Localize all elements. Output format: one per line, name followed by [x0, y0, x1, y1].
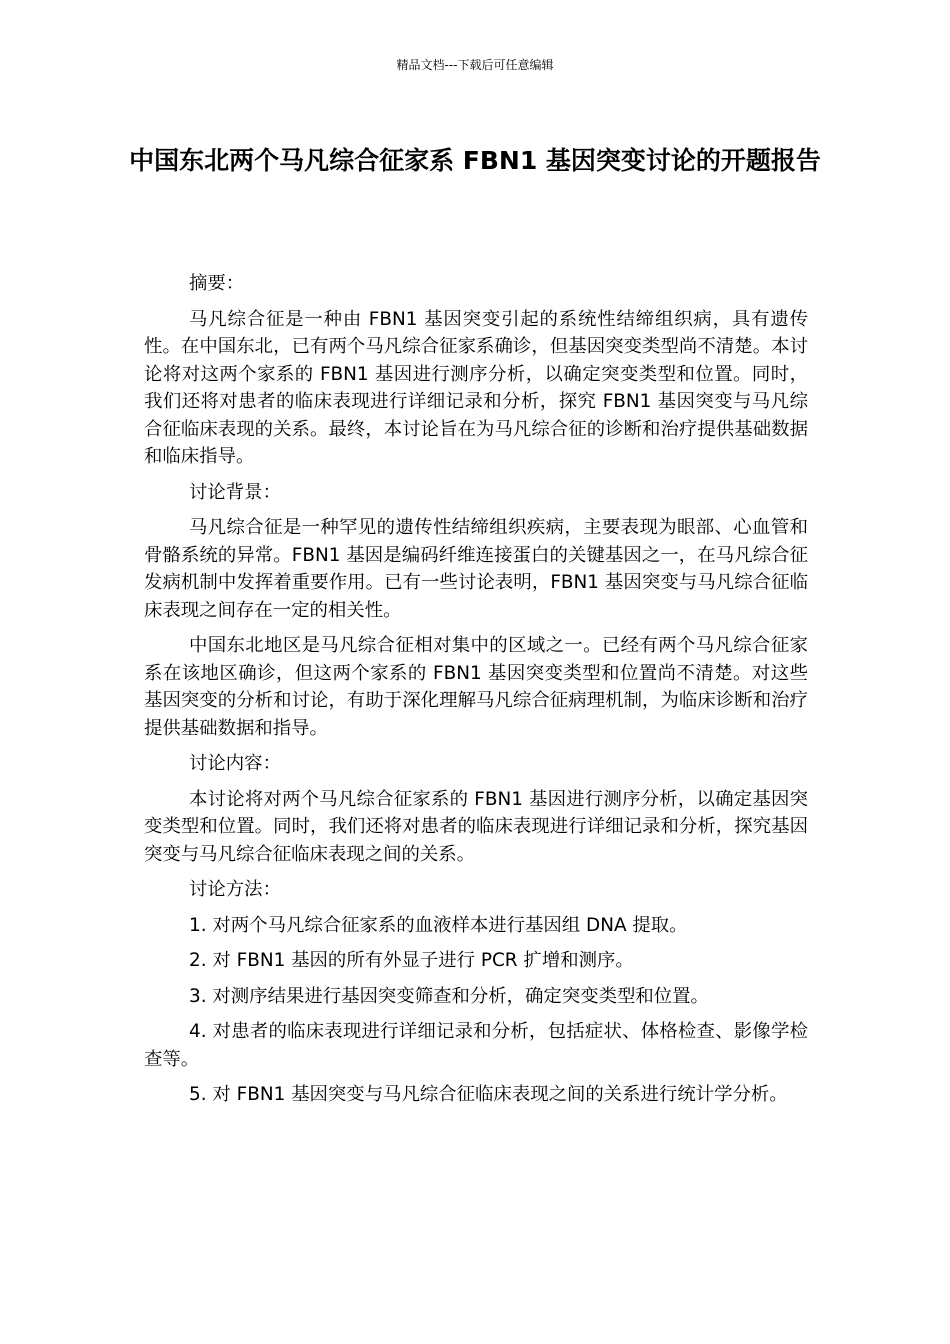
section-heading-methods: 讨论方法： — [189, 879, 281, 900]
section-heading-content: 讨论内容： — [189, 753, 281, 774]
section-heading-background: 讨论背景： — [189, 481, 281, 503]
method-item-3: 3. 对测序结果进行基因突变筛查和分析，确定突变类型和位置。 — [189, 985, 709, 1007]
method-item-2: 2. 对 FBN1 基因的所有外显子进行 PCR 扩增和测序。 — [189, 950, 634, 971]
method-item-1: 1. 对两个马凡综合征家系的血液样本进行基因组 DNA 提取。 — [189, 914, 688, 936]
paragraph-background-2: 中国东北地区是马凡综合征相对集中的区域之一。已经有两个马凡综合征家系在该地区确诊，但这两个家系的 FBN1 基因突变类型和位置尚不清楚。对这些基因突变的分析和讨论，有助于深化理解马凡综合征病理机制，为临床诊断和治疗提供基础数据和指导。 — [144, 635, 808, 739]
header-note: 精品文档---下载后可任意编辑 — [396, 58, 554, 72]
paragraph-abstract: 马凡综合征是一种由 FBN1 基因突变引起的系统性结缔组织病，具有遗传性。在中国东北，已有两个马凡综合征家系确诊，但基因突变类型尚不清楚。本讨论将对这两个家系的 FBN1 基因进行测序分析，以确定突变类型和位置。同时，我们还将对患者的临床表现进行详细记录和分析，探究 FBN1 基因突变与马凡综合征临床表现的关系。最终，本讨论旨在为马凡综合征的诊断和治疗提供基础数据和临床指导。 — [144, 308, 808, 467]
section-heading-abstract: 摘要： — [189, 273, 245, 294]
paragraph-content: 本讨论将对两个马凡综合征家系的 FBN1 基因进行测序分析，以确定基因突变类型和位置。同时，我们还将对患者的临床表现进行详细记录和分析，探究基因突变与马凡综合征临床表现之间的关系。 — [144, 788, 808, 865]
document-title: 中国东北两个马凡综合征家系 FBN1 基因突变讨论的开题报告 — [129, 146, 821, 175]
document-body — [144, 270, 808, 1117]
method-item-4: 4. 对患者的临床表现进行详细记录和分析，包括症状、体格检查、影像学检查等。 — [144, 1021, 808, 1070]
method-item-5: 5. 对 FBN1 基因突变与马凡综合征临床表现之间的关系进行统计学分析。 — [189, 1084, 788, 1105]
paragraph-background-1: 马凡综合征是一种罕见的遗传性结缔组织疾病，主要表现为眼部、心血管和骨骼系统的异常。FBN1 基因是编码纤维连接蛋白的关键基因之一，在马凡综合征发病机制中发挥着重要作用。已有一些讨论表明，FBN1 基因突变与马凡综合征临床表现之间存在一定的相关性。 — [144, 517, 808, 621]
